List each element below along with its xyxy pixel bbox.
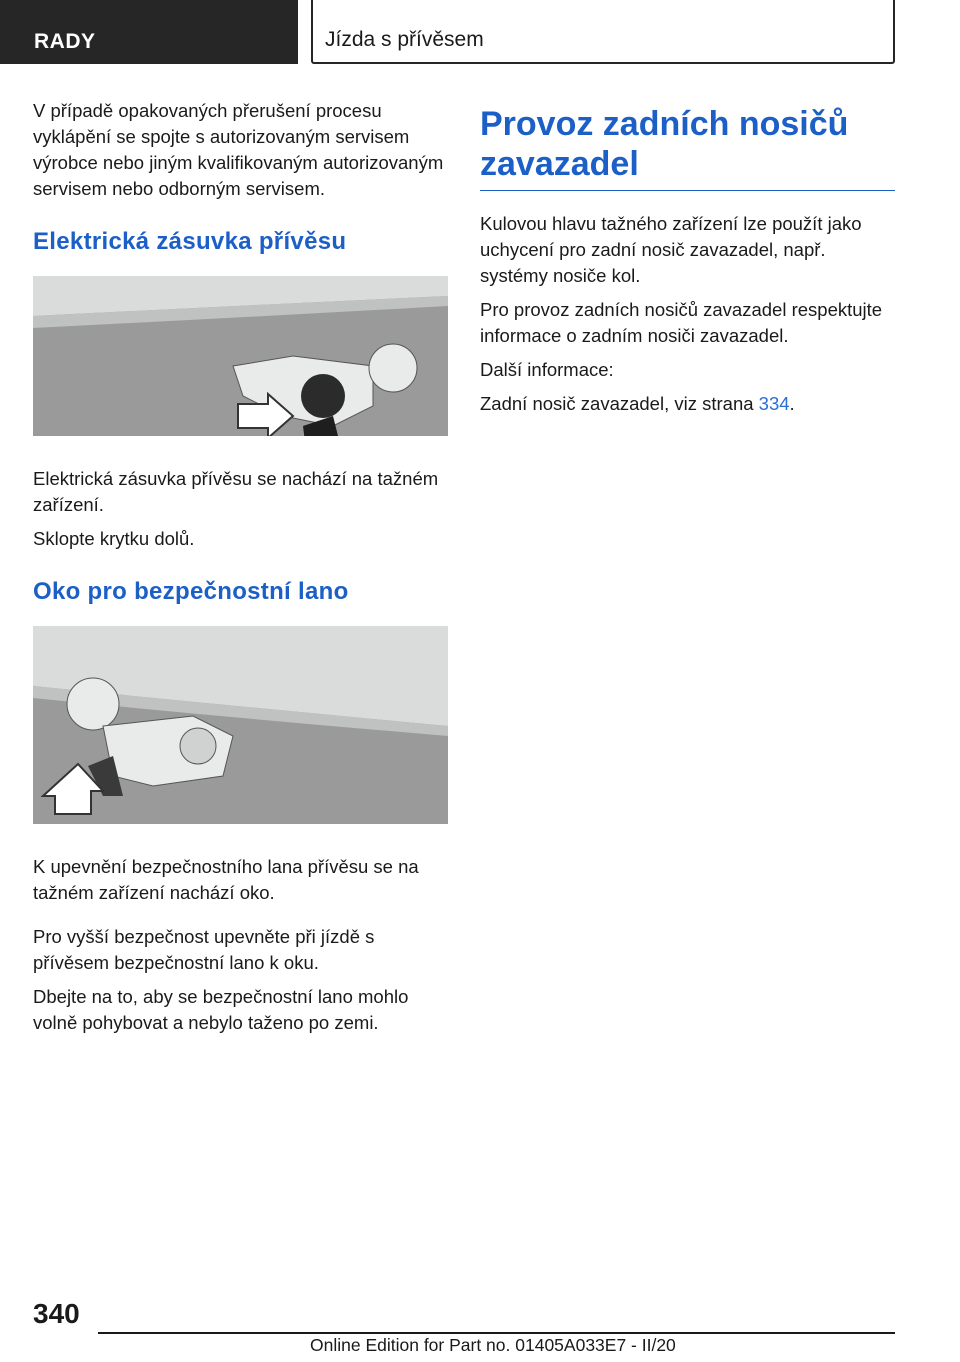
socket-instruction: Sklopte krytku dolů. [33,528,195,549]
safety-eye-illustration [33,626,448,824]
left-column [33,98,448,1044]
rear-carrier-paragraph-2: Pro provoz zadních nosičů zavazadel respektujte informace o zadním nosiči zavazadel. [480,299,883,346]
page-number: 340 [33,1298,80,1329]
trailer-socket-illustration [33,276,448,436]
section-heading-rear-carrier: Provoz zadních nosičů zavazadel [480,104,895,191]
header-section-tab [0,0,298,64]
safety-eye-text-1: Pro vyšší bezpečnost upevněte při jízdě s přívěsem bezpečnostní lano k oku. [33,926,375,973]
footer-divider [98,1332,895,1334]
reference-end: . [789,393,795,414]
header-chapter-label: Jízda s přívěsem [325,28,484,51]
header-chapter-tab [311,0,895,64]
reference-text: Zadní nosič zavazadel, viz strana [480,393,759,414]
section-heading-socket: Elektrická zásuvka přívěsu [33,228,347,255]
section-heading-safety-eye: Oko pro bezpečnostní lano [33,578,349,605]
right-column [480,104,895,425]
rear-carrier-paragraph-1: Kulovou hlavu tažného zařízení lze použít jako uchycení pro zadní nosič zavazadel, např. systémy nosiče kol. [480,213,862,286]
rear-carrier-reference [480,391,895,417]
socket-caption: Elektrická zásuvka přívěsu se nachází na tažném zařízení. [33,468,439,515]
safety-eye-caption: K upevnění bezpečnostního lana přívěsu se na tažném zařízení nachází oko. [33,856,419,903]
header-section-label: RADY [34,30,96,53]
footer-edition: Online Edition for Part no. 01405A033E7 - II/20 [310,1335,676,1355]
rear-carrier-paragraph-3: Další informace: [480,359,614,380]
page-reference-link[interactable]: 334 [758,393,790,414]
safety-eye-text-2: Dbejte na to, aby se bezpečnostní lano mohlo volně pohybovat a nebylo taženo po zemi. [33,986,409,1033]
intro-paragraph: V případě opakovaných přerušení procesu vyklápění se spojte s autorizovaným servisem výrobce nebo jiným kvalifikovaným autorizovaným servisem nebo odborným servisem. [33,100,444,199]
